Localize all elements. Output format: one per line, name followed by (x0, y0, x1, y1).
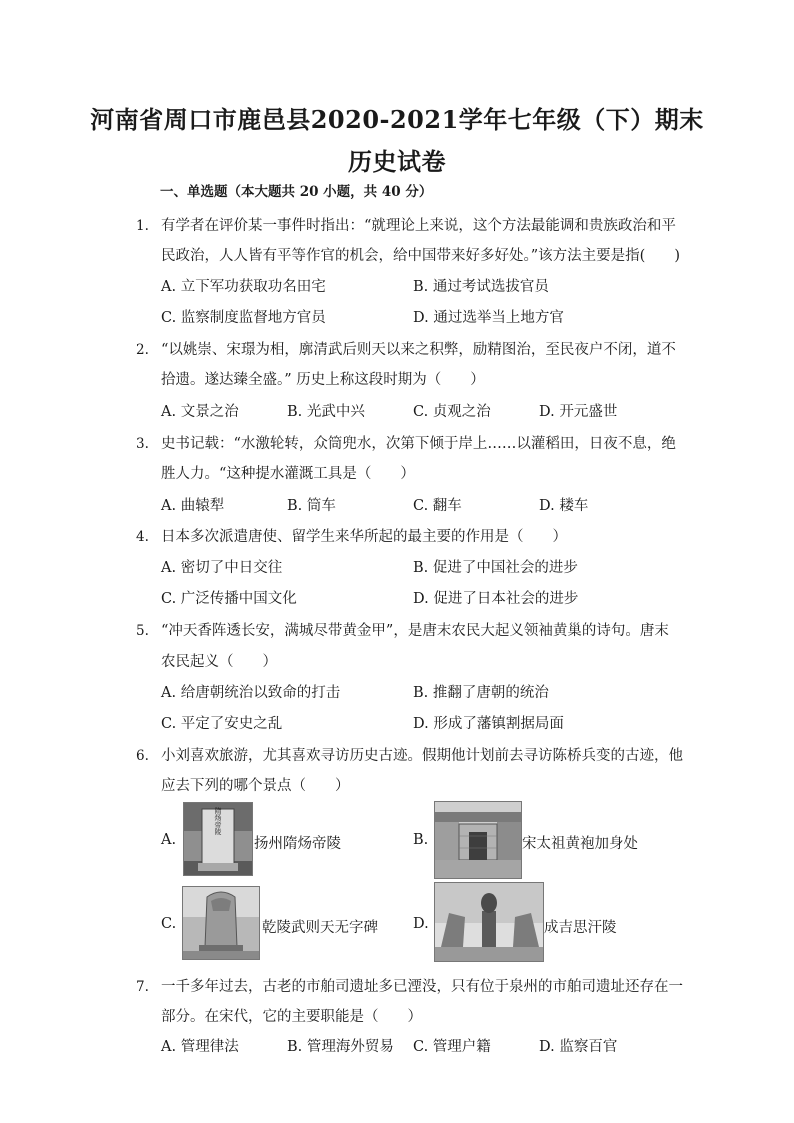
question-text-line: 史书记载：“水激轮转，众筒兜水，次第下倾于岸上……以灌稻田，日夜不息，绝 (161, 436, 676, 452)
option-d[interactable]: D. 开元盛世 (539, 404, 618, 420)
svg-text:隋炀帝陵: 隋炀帝陵 (214, 807, 222, 835)
option-b-text[interactable]: 宋太祖黄袍加身处 (522, 836, 638, 852)
option-c[interactable]: C. 平定了安史之乱 (161, 716, 283, 732)
option-d-text[interactable]: 成吉思汗陵 (544, 920, 617, 936)
option-b[interactable]: B. 光武中兴 (287, 404, 365, 420)
option-b[interactable]: B. 筒车 (287, 498, 336, 514)
option-d[interactable]: D. 监察百官 (539, 1039, 618, 1055)
option-b[interactable]: B. 通过考试选拔官员 (413, 279, 549, 295)
exam-title-line2: 历史试卷 (348, 147, 446, 176)
question-text-line: 拾遗。遂达臻全盛。” 历史上称这段时期为（ ） (161, 372, 485, 388)
option-d[interactable]: D. 耧车 (539, 498, 589, 514)
option-c-letter[interactable]: C. (161, 916, 177, 932)
option-d-letter[interactable]: D. (413, 916, 429, 932)
option-b[interactable]: B. 管理海外贸易 (287, 1039, 394, 1055)
question-text-line: “冲天香阵透长安，满城尽带黄金甲”，是唐末农民大起义领袖黄巢的诗句。唐末 (161, 623, 669, 639)
option-c[interactable]: C. 翻车 (413, 498, 462, 514)
question-number: 1. (136, 218, 149, 234)
option-c[interactable]: C. 贞观之治 (413, 404, 491, 420)
option-b[interactable]: B. 促进了中国社会的进步 (413, 560, 578, 576)
question-text-line: 一千多年过去，古老的市舶司遗址多已湮没，只有位于泉州的市舶司遗址还存在一 (161, 979, 683, 995)
option-a[interactable]: A. 管理律法 (161, 1039, 239, 1055)
question-text-line: 应去下列的哪个景点（ ） (161, 778, 350, 794)
question-number: 3. (136, 436, 149, 452)
option-a[interactable]: A. 给唐朝统治以致命的打击 (161, 685, 341, 701)
exam-title-line1: 河南省周口市鹿邑县2020-2021学年七年级（下）期末 (90, 105, 704, 134)
stone-tablet-photo[interactable] (183, 802, 253, 876)
option-c-text[interactable]: 乾陵武则天无字碑 (262, 920, 378, 936)
option-d[interactable]: D. 形成了藩镇割据局面 (413, 716, 564, 732)
question-text-line: 日本多次派遣唐使、留学生来华所起的最主要的作用是（ ） (161, 529, 567, 545)
question-number: 5. (136, 623, 149, 639)
option-a[interactable]: A. 立下军功获取功名田宅 (161, 279, 326, 295)
option-a-letter[interactable]: A. (161, 832, 177, 848)
question-number: 6. (136, 748, 149, 764)
option-a[interactable]: A. 曲辕犁 (161, 498, 225, 514)
option-c[interactable]: C. 管理户籍 (413, 1039, 491, 1055)
question-number: 4. (136, 529, 149, 545)
question-text-line: “以姚崇、宋璟为相，廓清武后则天以来之积弊，励精图治，至民夜户不闭，道不 (161, 342, 676, 358)
option-d[interactable]: D. 通过选举当上地方官 (413, 310, 564, 326)
brick-gate-photo[interactable] (434, 801, 522, 879)
section-heading: 一、单选题（本大题共 20 小题，共 40 分） (160, 184, 433, 200)
question-text-line: 民政治，人人皆有平等作官的机会，给中国带来好多好处。”该方法主要是指( ) (161, 248, 680, 264)
option-b-letter[interactable]: B. (413, 832, 429, 848)
statue-monument-photo[interactable] (434, 882, 544, 962)
option-a[interactable]: A. 文景之治 (161, 404, 239, 420)
question-text-line: 有学者在评价某一事件时指出：“就理论上来说，这个方法最能调和贵族政治和平 (161, 218, 676, 234)
question-text-line: 农民起义（ ） (161, 654, 277, 670)
question-number: 7. (136, 979, 149, 995)
question-text-line: 小刘喜欢旅游，尤其喜欢寻访历史古迹。假期他计划前去寻访陈桥兵变的古迹，他 (161, 748, 683, 764)
option-d[interactable]: D. 促进了日本社会的进步 (413, 591, 579, 607)
option-c[interactable]: C. 广泛传播中国文化 (161, 591, 297, 607)
option-c[interactable]: C. 监察制度监督地方官员 (161, 310, 326, 326)
question-number: 2. (136, 342, 149, 358)
option-a-text[interactable]: 扬州隋炀帝陵 (254, 836, 341, 852)
blank-stele-photo[interactable] (182, 886, 260, 960)
question-text-line: 胜人力。“这种提水灌溉工具是（ ） (161, 466, 415, 482)
question-text-line: 部分。在宋代，它的主要职能是（ ） (161, 1009, 422, 1025)
option-b[interactable]: B. 推翻了唐朝的统治 (413, 685, 549, 701)
option-a[interactable]: A. 密切了中日交往 (161, 560, 283, 576)
